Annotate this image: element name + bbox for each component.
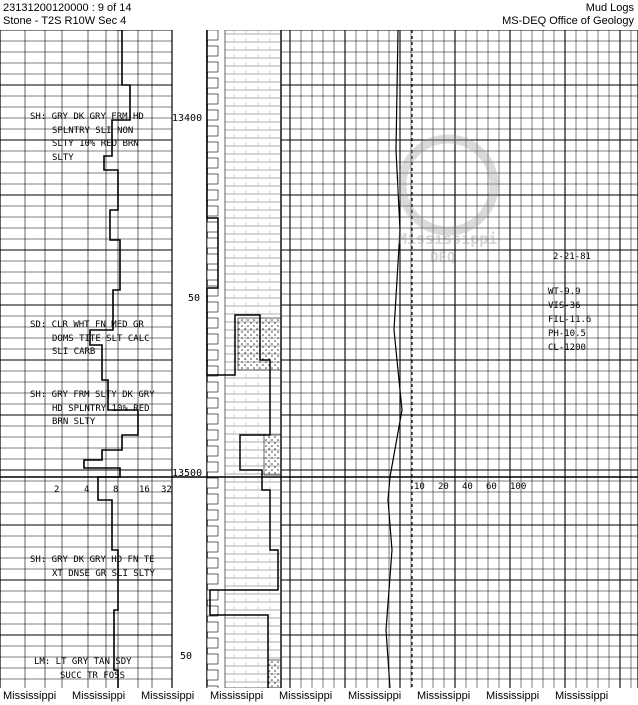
track-tick [207,526,218,536]
track-tick [207,190,218,200]
gas-scale-label: 10 [414,482,425,492]
mud-property: PH-10.5 [548,329,586,339]
footer-text: Mississippi [348,690,402,702]
track-tick [207,414,218,424]
document-id: 23131200120000 : 9 of 14 [3,2,132,14]
description-line: SUCC TR FOSS [60,671,126,681]
description-line: SPLNTRY SLI NON [52,126,134,136]
description-line: HD SPLNTRY 10% RED [52,404,150,414]
watermark-line: DEQ [430,250,456,266]
description-line: BRN SLTY [52,417,96,427]
footer-text: Mississippi [417,690,471,702]
mud-property: 2-21-81 [553,252,591,262]
track-tick [207,94,218,104]
depth-label: 13400 [172,113,203,124]
track-tick [207,686,218,688]
gas-scale-label: 20 [438,482,449,492]
gas-scale-label: 60 [486,482,497,492]
track-tick [207,350,218,360]
track-tick [207,622,218,632]
track-tick [207,174,218,184]
description-line: XT DNSE GR SLI SLTY [52,569,155,579]
track-tick [207,318,218,328]
track-tick [207,478,218,488]
rop-scale-label: 4 [84,485,90,495]
watermark-line: Mississippi [398,230,498,248]
track-tick [207,110,218,120]
track-tick [207,654,218,664]
track-tick [207,222,218,232]
gas-scale-label: 100 [510,482,527,492]
track-tick [207,542,218,552]
sand-interval [268,660,281,688]
track-tick [207,558,218,568]
track-tick [207,494,218,504]
gas-scale-label: 40 [462,482,473,492]
track-tick [207,46,218,56]
track-tick [207,206,218,216]
well-location: Stone - T2S R10W Sec 4 [3,15,127,27]
track-tick [207,334,218,344]
description-line: SH: GRY FRM SLTY DK GRY [30,390,155,400]
track-tick [207,670,218,680]
mud-log-strip [0,30,638,688]
description-line: SLTY 10% RED BRN [52,139,139,149]
track-tick [207,238,218,248]
rop-scale-label: 8 [113,485,119,495]
depth-label: 50 [180,651,193,662]
track-tick [207,254,218,264]
rop-scale-label: 2 [54,485,60,495]
mud-property: VIS-36 [548,301,581,311]
track-tick [207,30,218,40]
track-tick [207,590,218,600]
description-line: SLTY [52,153,74,163]
rop-scale-label: 16 [139,485,150,495]
mud-property: WT-9.9 [548,287,581,297]
track-tick [207,462,218,472]
track-tick [207,270,218,280]
track-tick [207,446,218,456]
description-line: DOMS TITE SLT CALC [52,334,150,344]
track-tick [207,398,218,408]
track-tick [207,126,218,136]
rop-scale-label: 32 [161,485,172,495]
footer-text: Mississippi [3,690,57,702]
track-tick [207,430,218,440]
document-type: Mud Logs [585,2,634,14]
description-line: SH: GRY DK GRY HD FN TE [30,555,155,565]
footer-text: Mississippi [72,690,126,702]
track-tick [207,302,218,312]
depth-label: 13500 [172,468,203,479]
track-tick [207,510,218,520]
track-tick [207,158,218,168]
footer-text: Mississippi [210,690,264,702]
mud-property: CL-1200 [548,343,586,353]
description-line: SLI CARB [52,347,96,357]
track-tick [207,142,218,152]
footer-watermark-row [0,689,638,705]
agency-name: MS-DEQ Office of Geology [502,15,634,27]
track-tick [207,62,218,72]
footer-text: Mississippi [279,690,333,702]
description-line: SH: GRY DK GRY FRM HD [30,112,144,122]
footer-text: Mississippi [141,690,195,702]
description-line: SD: CLR WHT FN MED GR [30,320,144,330]
depth-label: 50 [188,293,201,304]
track-tick [207,638,218,648]
description-line: LM: LT GRY TAN SDY [34,657,132,667]
track-tick [207,574,218,584]
footer-text: Mississippi [555,690,609,702]
mud-property: FIL-11.6 [548,315,592,325]
track-tick [207,382,218,392]
sand-interval [264,435,281,475]
footer-text: Mississippi [486,690,540,702]
track-tick [207,78,218,88]
